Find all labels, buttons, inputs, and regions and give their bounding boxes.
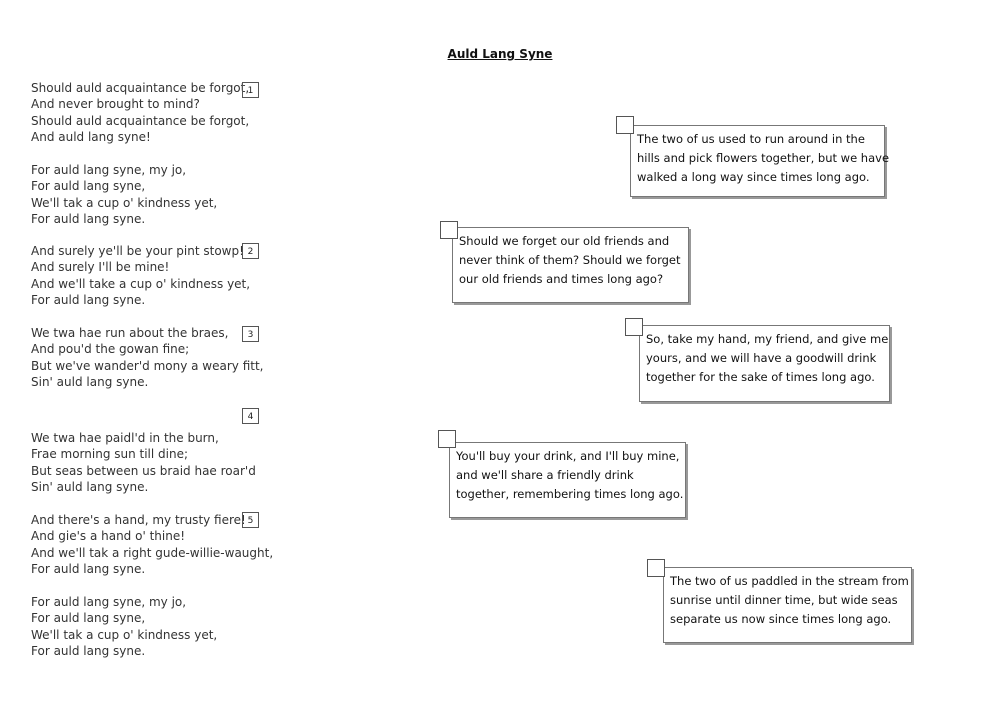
answer-checkbox[interactable] [616, 116, 634, 134]
poem-line: And surely ye'll be your pint stowp! [31, 244, 244, 258]
meaning-card-5[interactable] [663, 567, 912, 643]
stanza-number-1: 1 [242, 82, 259, 98]
stanza-5 [31, 430, 256, 495]
stanza-number-2: 2 [242, 243, 259, 259]
stanza-number-4: 4 [242, 408, 259, 424]
card-line: never think of them? Should we forget [459, 253, 681, 267]
answer-checkbox[interactable] [625, 318, 643, 336]
card-line: You'll buy your drink, and I'll buy mine, [456, 449, 680, 463]
poem-line: And surely I'll be mine! [31, 260, 170, 275]
stanza-4 [31, 325, 264, 390]
poem-line: But we've wander'd mony a weary fitt, [31, 358, 264, 373]
stanza-7 [31, 594, 217, 659]
poem-line: For auld lang syne. [31, 211, 146, 226]
poem-line: We'll tak a cup o' kindness yet, [31, 195, 218, 210]
card-line: Should we forget our old friends and [459, 234, 670, 248]
stanza-6 [31, 512, 273, 577]
stanza-3 [31, 243, 250, 308]
meaning-card-4[interactable] [449, 442, 686, 518]
page-title: Auld Lang Syne [447, 47, 553, 61]
poem-line: And we'll tak a right gude-willie-waught, [31, 545, 274, 560]
poem-line: For auld lang syne. [31, 561, 146, 576]
answer-checkbox[interactable] [647, 559, 665, 577]
stanza-number-5: 5 [242, 512, 259, 528]
stanza-1 [31, 80, 249, 145]
meaning-card-2[interactable] [452, 227, 689, 303]
card-line: and we'll share a friendly drink [456, 468, 634, 482]
card-line: our old friends and times long ago? [459, 272, 664, 286]
poem-line: For auld lang syne, [31, 179, 146, 194]
poem-line: Sin' auld lang syne. [31, 374, 149, 389]
poem-line: And never brought to mind? [31, 97, 200, 112]
poem-line: For auld lang syne, my jo, [31, 163, 187, 177]
poem-line: We'll tak a cup o' kindness yet, [31, 627, 218, 642]
poem-line: Sin' auld lang syne. [31, 479, 149, 494]
card-line: walked a long way since times long ago. [637, 170, 870, 184]
poem-line: For auld lang syne, [31, 611, 146, 626]
poem-line: Frae morning sun till dine; [31, 447, 189, 462]
card-line: The two of us used to run around in the [637, 132, 865, 146]
poem-line: And there's a hand, my trusty fiere! [31, 513, 246, 527]
card-line: together for the sake of times long ago. [646, 370, 875, 384]
poem-line: Should auld acquaintance be forgot, [31, 81, 250, 95]
poem-line: And pou'd the gowan fine; [31, 342, 190, 357]
card-line: So, take my hand, my friend, and give me [646, 332, 889, 346]
poem-line: We twa hae run about the braes, [31, 326, 229, 340]
poem-line: And gie's a hand o' thine! [31, 529, 186, 544]
poem-line: And we'll take a cup o' kindness yet, [31, 276, 251, 291]
card-line: sunrise until dinner time, but wide seas [670, 593, 898, 607]
card-line: The two of us paddled in the stream from [670, 574, 909, 588]
poem-line: But seas between us braid hae roar'd [31, 463, 256, 478]
card-line: hills and pick flowers together, but we have [637, 151, 890, 165]
poem-line: For auld lang syne. [31, 292, 146, 307]
card-line: yours, and we will have a goodwill drink [646, 351, 877, 365]
poem-line: We twa hae paidl'd in the burn, [31, 431, 219, 445]
poem-line: For auld lang syne. [31, 643, 146, 658]
answer-checkbox[interactable] [440, 221, 458, 239]
stanza-number-3: 3 [242, 326, 259, 342]
meaning-card-1[interactable] [630, 125, 890, 197]
poem-line: And auld lang syne! [31, 129, 151, 144]
card-line: separate us now since times long ago. [670, 612, 892, 626]
answer-checkbox[interactable] [438, 430, 456, 448]
card-line: together, remembering times long ago. [456, 487, 684, 501]
poem-line: For auld lang syne, my jo, [31, 595, 187, 609]
poem-line: Should auld acquaintance be forgot, [31, 113, 250, 128]
stanza-2 [31, 162, 217, 227]
meaning-card-3[interactable] [639, 325, 890, 402]
